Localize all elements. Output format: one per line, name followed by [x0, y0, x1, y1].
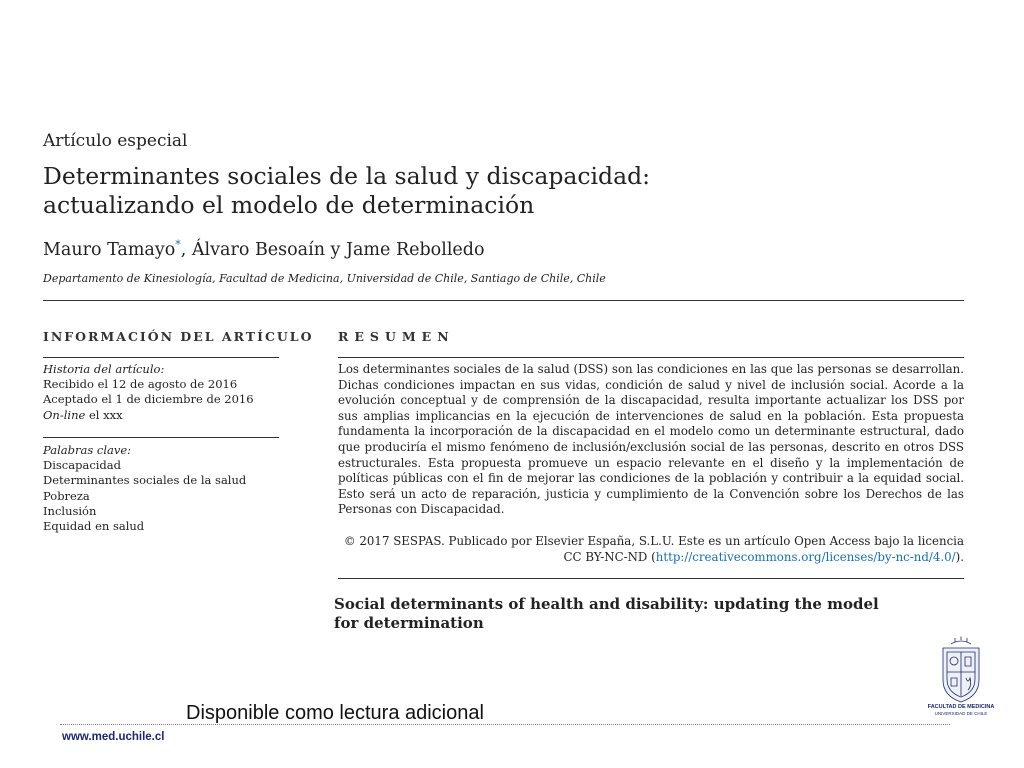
- article-title: [43, 162, 743, 220]
- keyword-item: Discapacidad: [43, 458, 122, 473]
- resumen-divider-bottom: [338, 578, 964, 579]
- article-history: [43, 362, 293, 423]
- license-prefix: CC BY-NC-ND (: [563, 549, 656, 564]
- affiliation: Departamento de Kinesiología, Facultad de Medicina, Universidad de Chile, Santiago de Chile, Chile: [43, 272, 606, 285]
- online-date: [43, 408, 293, 423]
- copyright-notice: [338, 534, 964, 565]
- article-title-line-2: actualizando el modelo de determinación: [43, 191, 535, 219]
- copyright-line-2: [338, 550, 964, 566]
- footer-divider: [60, 724, 950, 725]
- keywords-label: Palabras clave:: [43, 443, 132, 457]
- logo-caption: [925, 704, 997, 717]
- online-value: el xxx: [85, 407, 123, 422]
- english-title-line-2: for determination: [334, 614, 484, 632]
- info-divider-top: [43, 357, 279, 358]
- article-title-line-1: Determinantes sociales de la salud y discapacidad:: [43, 162, 651, 190]
- author-first: Mauro Tamayo: [43, 239, 176, 260]
- availability-note: Disponible como lectura adicional: [186, 702, 484, 724]
- license-link[interactable]: http://creativecommons.org/licenses/by-nc-nd/4.0/: [655, 549, 956, 564]
- info-divider-middle: [43, 437, 279, 438]
- keyword-item: Inclusión: [43, 503, 97, 518]
- keywords: [43, 443, 293, 534]
- keyword-item: Pobreza: [43, 488, 90, 503]
- license-suffix: ).: [955, 549, 964, 564]
- logo-caption-line-1: FACULTAD DE MEDICINA: [927, 704, 995, 710]
- accepted-date: Aceptado el 1 de diciembre de 2016: [43, 392, 254, 407]
- abstract-text: Los determinantes sociales de la salud (DSS) son las condiciones en las que las personas se desarrollan. Dichas condiciones impactan en sus vidas, condición de salud y nivel de inclusión social. Acorde a la evolución conceptual y de comprensión de la discapacidad, resulta importante actualizar los DSS por sus amplias implicancias en la ejecución de intervenciones de salud en la población. Esta propuesta fundamenta la incorporación de la discapacidad en el modelo como un determinante estructural, dado que produciría el mismo fenómeno de inclusión/exclusión social de las personas, descrito en otros DSS estructurales. Esta propuesta promueve un espacio relevante en el diseño y la implementación de políticas públicas con el fin de mejorar las condiciones de la población y contribuir a la equidad social. Esto será un acto de reparación, justicia y cumplimiento de la Convención sobre los Derechos de las Personas con Discapacidad.: [338, 362, 964, 517]
- logo-caption-line-2: UNIVERSIDAD DE CHILE: [934, 710, 988, 716]
- website-link[interactable]: www.med.uchile.cl: [62, 731, 165, 743]
- section-label: Artículo especial: [43, 131, 188, 151]
- keyword-item: Determinantes sociales de la salud: [43, 473, 247, 488]
- resumen-divider-top: [338, 357, 964, 358]
- copyright-line-1: © 2017 SESPAS. Publicado por Elsevier España, S.L.U. Este es un artículo Open Access bajo la licencia: [343, 534, 964, 548]
- article-info-heading: INFORMACIÓN DEL ARTÍCULO: [43, 329, 314, 344]
- received-date: Recibido el 12 de agosto de 2016: [43, 377, 238, 392]
- header-divider: [43, 300, 964, 301]
- online-label: On-line: [43, 407, 86, 422]
- resumen-heading: RESUMEN: [338, 329, 455, 344]
- authors: [43, 238, 485, 260]
- history-label: Historia del artículo:: [43, 362, 165, 376]
- authors-rest: , Álvaro Besoaín y Jame Rebolledo: [180, 239, 485, 260]
- keyword-item: Equidad en salud: [43, 519, 145, 534]
- english-title-line-1: Social determinants of health and disability: updating the model: [334, 595, 879, 613]
- english-title: [334, 595, 894, 633]
- corresponding-author-mark[interactable]: *: [175, 238, 181, 251]
